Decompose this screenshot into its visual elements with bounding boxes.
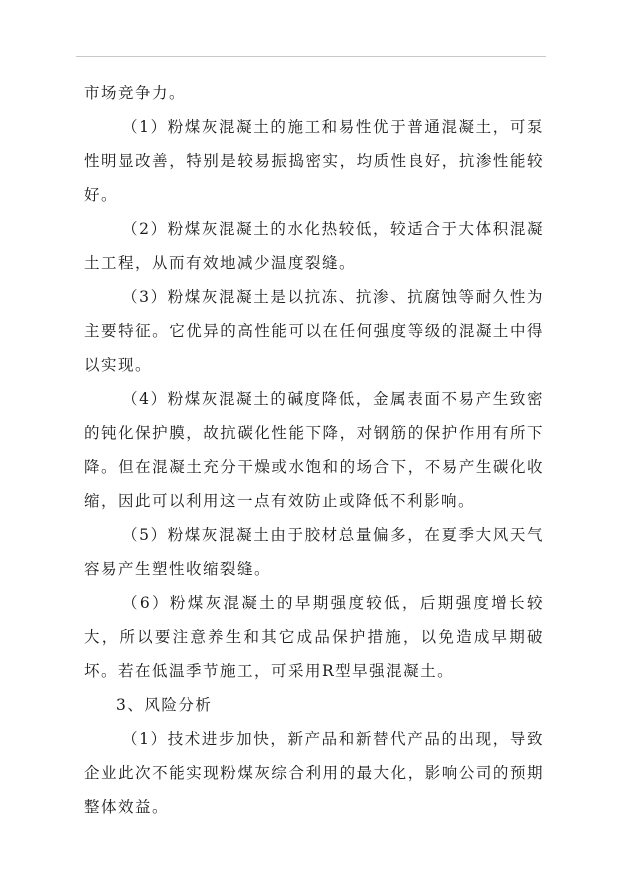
paragraph-item-2: （2）粉煤灰混凝土的水化热较低，较适合于大体积混凝土工程，从而有效地减少温度裂缝。 bbox=[84, 220, 544, 272]
paragraph-item-1: （1）粉煤灰混凝土的施工和易性优于普通混凝土，可泵性明显改善，特别是较易振捣密实，均质性良好，抗渗性能较好。 bbox=[84, 118, 544, 204]
paragraph-item-6: （6）粉煤灰混凝土的早期强度较低，后期强度增长较大，所以要注意养生和其它成品保护措施，以免造成早期破坏。若在低温季节施工，可采用R型早强混凝土。 bbox=[84, 594, 544, 680]
paragraph-item-3: （3）粉煤灰混凝土是以抗冻、抗渗、抗腐蚀等耐久性为主要特征。它优异的高性能可以在任何强度等级的混凝土中得以实现。 bbox=[84, 288, 544, 374]
paragraph-item-4: （4）粉煤灰混凝土的碱度降低，金属表面不易产生致密的钝化保护膜，故抗碳化性能下降，对钢筋的保护作用有所下降。但在混凝土充分干燥或水饱和的场合下，不易产生碳化收缩，因此可以利用这一点有效防止或降低不利影响。 bbox=[84, 390, 544, 510]
paragraph-risk-item-1: （1）技术进步加快，新产品和新替代产品的出现，导致企业此次不能实现粉煤灰综合利用的最大化，影响公司的预期整体效益。 bbox=[84, 730, 544, 816]
section-heading-risk-analysis: 3、风险分析 bbox=[116, 696, 213, 714]
paragraph-item-5: （5）粉煤灰混凝土由于胶材总量偏多，在夏季大风天气容易产生塑性收缩裂缝。 bbox=[84, 526, 544, 578]
paragraph-continuation: 市场竞争力。 bbox=[84, 84, 187, 102]
document-body bbox=[84, 76, 544, 824]
header-divider bbox=[76, 56, 546, 57]
